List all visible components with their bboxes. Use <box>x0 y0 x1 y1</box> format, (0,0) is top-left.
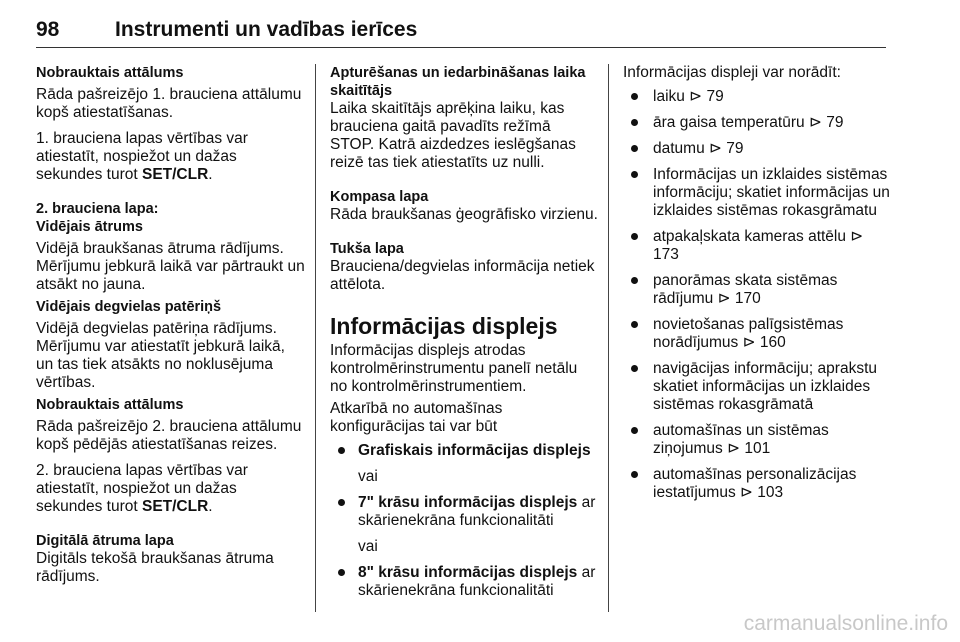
list-item <box>623 466 893 502</box>
heading-avg-speed: Vidējais ātrums <box>36 219 143 235</box>
item-text: Informācijas un izklaides sistēmas informāciju; skatiet informācijas un izklaides sistēmas rokasgrāmatu <box>653 166 890 219</box>
bullet-icon <box>631 93 638 100</box>
paragraph: Vidējā degvielas patēriņa rādījums. Mērījumu var atiestatīt jebkurā laikā, un tas tiek atsākts no noklusējuma vērtības. <box>36 320 285 391</box>
bullet-icon <box>338 447 345 454</box>
bullet-icon <box>631 427 638 434</box>
bullet-icon <box>631 233 638 240</box>
text: 1. brauciena lapas vērtības var atiestatīt, nospiežot un dažas sekundes turot <box>36 130 248 183</box>
list-item <box>330 494 598 530</box>
text: . <box>208 498 213 515</box>
heading-trip-2: 2. brauciena lapa: <box>36 201 159 217</box>
list-item <box>623 88 893 106</box>
bullet-icon <box>631 145 638 152</box>
item-text: atpakaļskata kameras attēlu ⊳ 173 <box>653 228 864 263</box>
column-middle <box>330 64 598 608</box>
paragraph <box>36 130 306 184</box>
heading-empty-page: Tukša lapa <box>330 241 404 257</box>
heading-distance-2: Nobrauktais attālums <box>36 397 184 413</box>
text: 2. brauciena lapas vērtības var atiestatīt, nospiežot un dažas sekundes turot <box>36 462 248 515</box>
or-text: vai <box>358 468 378 485</box>
key-label: SET/CLR <box>141 498 209 515</box>
page-number: 98 <box>36 18 60 41</box>
paragraph: Atkarībā no automašīnas konfigurācijas tai var būt <box>330 400 503 435</box>
item-text: automašīnas un sistēmas ziņojumus ⊳ 101 <box>653 422 829 457</box>
header-rule <box>36 47 886 48</box>
paragraph: Rāda pašreizējo 2. brauciena attālumu kopš pēdējās atiestatīšanas reizes. <box>36 418 302 453</box>
bullet-icon <box>631 365 638 372</box>
paragraph: Rāda pašreizējo 1. brauciena attālumu kopš atiestatīšanas. <box>36 86 302 121</box>
list-item <box>623 272 893 308</box>
list-item <box>330 564 598 600</box>
item-text: ar skārienekrāna funkcionalitāti <box>358 564 596 599</box>
heading-distance-1: Nobrauktais attālums <box>36 65 184 81</box>
list-intro: Informācijas displeji var norādīt: <box>623 64 841 81</box>
bullet-icon <box>631 471 638 478</box>
bullet-icon <box>338 569 345 576</box>
column-left <box>36 64 306 586</box>
column-divider <box>608 64 609 612</box>
column-right <box>623 64 893 510</box>
watermark: carmanualsonline.info <box>743 612 948 635</box>
column-divider <box>315 64 316 612</box>
bullet-icon <box>338 499 345 506</box>
list-item <box>623 422 893 458</box>
item-title: 7" krāsu informācijas displejs <box>358 494 578 511</box>
paragraph <box>36 462 306 516</box>
paragraph: Digitāls tekošā braukšanas ātruma rādījums. <box>36 550 274 585</box>
list-item <box>623 316 893 352</box>
paragraph: Informācijas displejs atrodas kontrolmērinstrumentu panelī netālu no kontrolmērinstrumentiem. <box>330 342 578 395</box>
paragraph: Laika skaitītājs aprēķina laiku, kas brauciena gaitā pavadīts režīmā STOP. Katrā aizdedzes ieslēgšanas reizē tas tiek atiestatīts uz nulli. <box>330 100 576 171</box>
display-options-list <box>330 442 598 460</box>
heading-stop-timer: Apturēšanas un iedarbināšanas laika skaitītājs <box>330 65 586 99</box>
item-text: datumu ⊳ 79 <box>653 140 744 157</box>
item-text: ar skārienekrāna funkcionalitāti <box>358 494 596 529</box>
paragraph: Vidējā braukšanas ātruma rādījums. Mērījumu jebkurā laikā var pārtraukt un atsākt no jauna. <box>36 240 305 293</box>
item-text: āra gaisa temperatūru ⊳ 79 <box>653 114 844 131</box>
key-label: SET/CLR <box>141 166 209 183</box>
item-title: Grafiskais informācijas displejs <box>358 442 591 459</box>
paragraph: Rāda braukšanas ģeogrāfisko virzienu. <box>330 206 598 223</box>
list-item <box>623 360 893 414</box>
item-text: laiku ⊳ 79 <box>653 88 724 105</box>
item-text: automašīnas personalizācijas iestatījumus ⊳ 103 <box>653 466 857 501</box>
item-text: novietošanas palīgsistēmas norādījumus ⊳ 160 <box>653 316 844 351</box>
display-options-list <box>330 494 598 530</box>
heading-compass: Kompasa lapa <box>330 189 429 205</box>
or-text: vai <box>358 538 378 555</box>
text: . <box>208 166 213 183</box>
bullet-icon <box>631 277 638 284</box>
info-display-list <box>623 88 893 502</box>
heading-digital-speed: Digitālā ātruma lapa <box>36 533 174 549</box>
page-title: Instrumenti un vadības ierīces <box>115 18 418 41</box>
list-item <box>623 166 893 220</box>
bullet-icon <box>631 119 638 126</box>
heading-avg-fuel: Vidējais degvielas patēriņš <box>36 299 222 315</box>
bullet-icon <box>631 321 638 328</box>
list-item <box>623 140 893 158</box>
item-text: panorāmas skata sistēmas rādījumu ⊳ 170 <box>653 272 838 307</box>
bullet-icon <box>631 171 638 178</box>
section-title: Informācijas displejs <box>330 313 558 339</box>
item-text: navigācijas informāciju; aprakstu skatiet informācijas un izklaides sistēmas rokasgrāmatā <box>653 360 877 413</box>
list-item <box>623 228 893 264</box>
display-options-list <box>330 564 598 600</box>
page-header <box>36 14 886 46</box>
list-item <box>623 114 893 132</box>
list-item <box>330 442 598 460</box>
paragraph: Brauciena/degvielas informācija netiek attēlota. <box>330 258 595 293</box>
item-title: 8" krāsu informācijas displejs <box>358 564 578 581</box>
